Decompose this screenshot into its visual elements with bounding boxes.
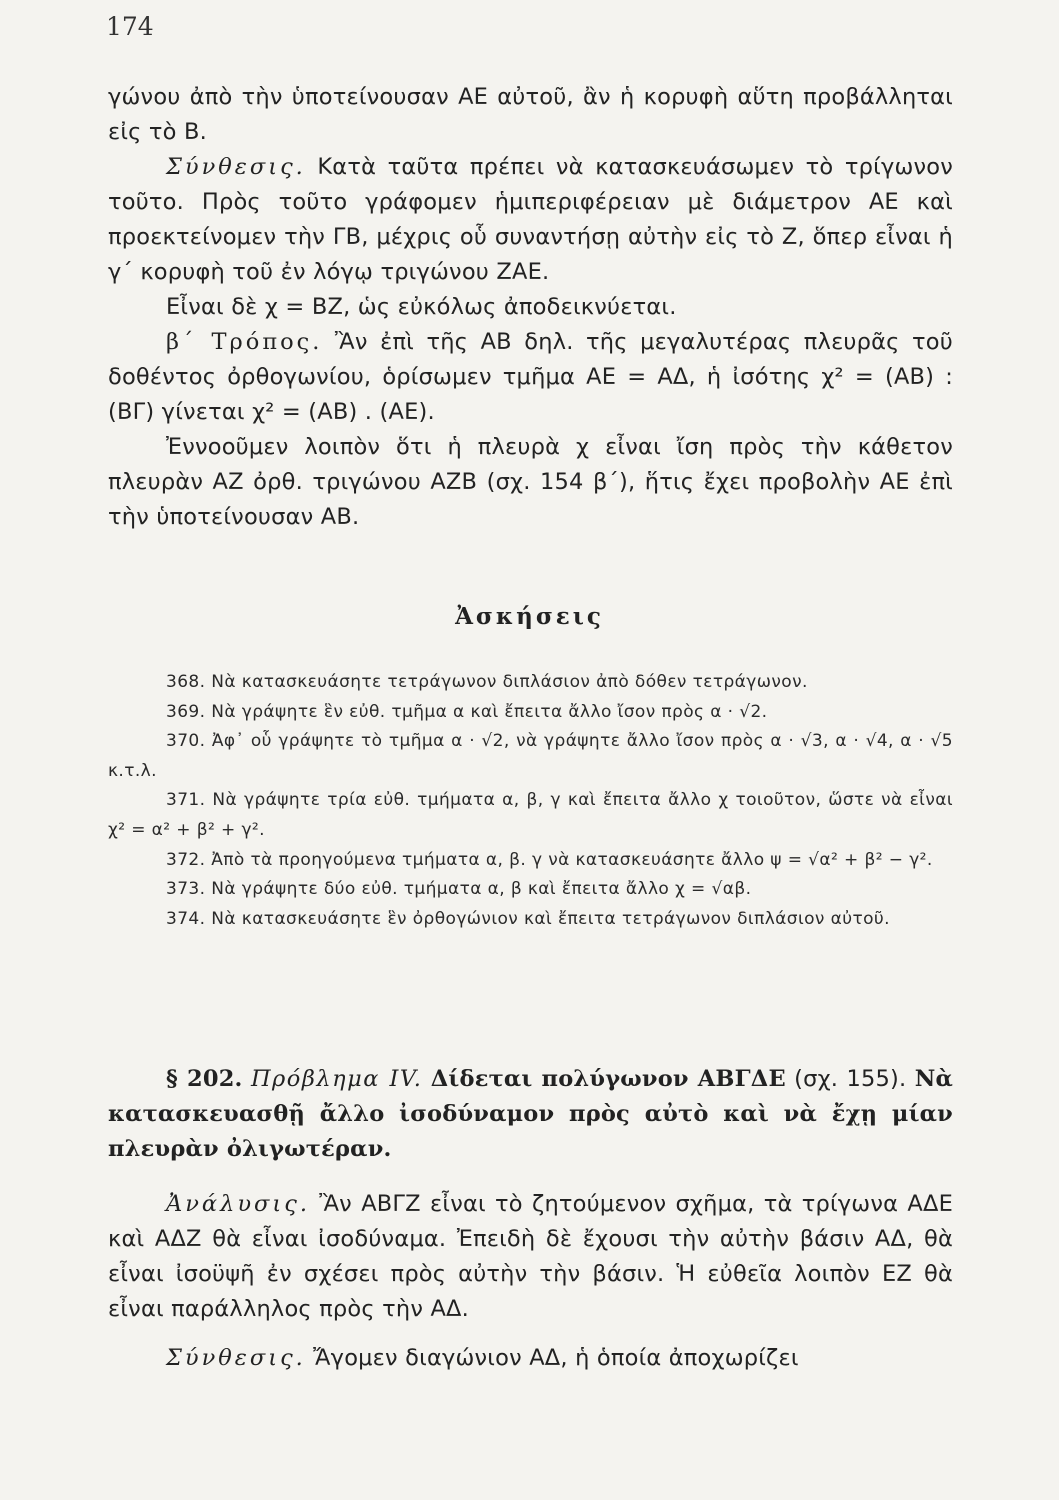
exercises-list: [108, 668, 953, 934]
paragraph-continuation: γώνου ἀπὸ τὴν ὑποτείνουσαν ΑΕ αὐτοῦ, ἂν ἡ κορυφὴ αὕτη προβάλληται εἰς τὸ Β.: [108, 84, 953, 145]
synthesis2-label: Σύνθεσις.: [166, 1345, 306, 1371]
exercise-item: 370. Ἀφ᾽ οὗ γράψητε τὸ τμῆμα α · √2, νὰ γράψητε ἄλλο ἴσον πρὸς α · √3, α · √4, α · √5 κ.τ.λ.: [108, 731, 953, 781]
paragraph-synthesis-2: [108, 1341, 953, 1376]
section-number: § 202.: [166, 1066, 243, 1092]
method2-text: Ἂν ἐπὶ τῆς ΑΒ δηλ. τῆς μεγαλυτέρας πλευρᾶς τοῦ δοθέντος ὀρθογωνίου, ὁρίσωμεν τμῆμα ΑΕ = ΑΔ, ἡ ἰσότης χ² = (ΑΒ) : (ΒΓ) γίνεται χ² = (ΑΒ) . (ΑΕ).: [108, 329, 953, 425]
exercise-item: 371. Νὰ γράψητε τρία εὐθ. τμήματα α, β, γ καὶ ἔπειτα ἄλλο χ τοιοῦτον, ὥστε νὰ εἶναι χ² = α² + β² + γ².: [108, 790, 953, 840]
section-heading: [108, 1062, 953, 1167]
paragraph-synthesis: [108, 150, 953, 290]
exercise-item: 369. Νὰ γράψητε ἓν εὐθ. τμῆμα α καὶ ἔπειτα ἄλλο ἴσον πρὸς α · √2.: [166, 701, 768, 722]
synthesis2-text: Ἄγομεν διαγώνιον ΑΔ, ἡ ὁποία ἀποχωρίζει: [305, 1345, 799, 1371]
paragraph-analysis: [108, 1187, 953, 1327]
paragraph-bz: Εἶναι δὲ χ = ΒΖ, ὡς εὐκόλως ἀποδεικνύεται.: [166, 294, 677, 320]
main-text: [108, 80, 953, 535]
section-label: Πρόβλημα IV.: [250, 1066, 423, 1092]
synthesis-label: Σύνθεσις.: [166, 154, 306, 180]
page-number: 174: [106, 12, 154, 41]
exercise-item: 374. Νὰ κατασκευάσητε ἓν ὀρθογώνιον καὶ ἔπειτα τετράγωνον διπλάσιον αὐτοῦ.: [166, 908, 890, 929]
exercise-item: 373. Νὰ γράψητε δύο εὐθ. τμήματα α, β καὶ ἔπειτα ἄλλο χ = √αβ.: [166, 879, 752, 900]
exercises-heading: Ἀσκήσεις: [455, 603, 604, 630]
exercise-item: 372. Ἀπὸ τὰ προηγούμενα τμήματα α, β. γ νὰ κατασκευάσητε ἄλλο ψ = √α² + β² − γ².: [166, 849, 933, 870]
method2-label: β΄ Τρόπος.: [166, 329, 323, 355]
paragraph-method2: [108, 325, 953, 430]
analysis-label: Ἀνάλυσις.: [166, 1191, 310, 1217]
section-ref: (σχ. 155).: [785, 1066, 915, 1092]
section-202: [108, 1062, 953, 1376]
section-given: Δίδεται πολύγωνον ΑΒΓΔΕ: [430, 1066, 786, 1092]
analysis-text: Ἂν ΑΒΓΖ εἶναι τὸ ζητούμενον σχῆμα, τὰ τρίγωνα ΑΔΕ καὶ ΑΔΖ θὰ εἶναι ἰσοδύναμα. Ἐπειδὴ δὲ ἔχουσι τὴν αὐτὴν βάσιν ΑΔ, θὰ εἶναι ἰσοϋψῆ ἐν σχέσει πρὸς αὐτὴν τὴν βάσιν. Ἡ εὐθεῖα λοιπὸν ΕΖ θὰ εἶναι παράλληλος πρὸς τὴν ΑΔ.: [108, 1191, 953, 1322]
synthesis-text: Κατὰ ταῦτα πρέπει νὰ κατασκευάσωμεν τὸ τρίγωνον τοῦτο. Πρὸς τοῦτο γράφομεν ἡμιπεριφέρειαν μὲ διάμετρον ΑΕ καὶ προεκτείνομεν τὴν ΓΒ, μέχρις οὗ συναντήσῃ αὐτὴν εἰς τὸ Ζ, ὅπερ εἶναι ἡ γ΄ κορυφὴ τοῦ ἐν λόγῳ τριγώνου ΖΑΕ.: [108, 154, 953, 285]
section-task: Νὰ κατασκευασθῇ ἄλλο ἰσοδύναμον πρὸς αὐτὸ καὶ νὰ ἔχῃ μίαν πλευρὰν ὀλιγωτέραν.: [108, 1066, 953, 1162]
paragraph-conclusion: Ἐννοοῦμεν λοιπὸν ὅτι ἡ πλευρὰ χ εἶναι ἴση πρὸς τὴν κάθετον πλευρὰν ΑΖ ὀρθ. τριγώνου ΑΖΒ (σχ. 154 β΄), ἥτις ἔχει προβολὴν ΑΕ ἐπὶ τὴν ὑποτείνουσαν ΑΒ.: [108, 434, 953, 530]
exercise-item: 368. Νὰ κατασκευάσητε τετράγωνον διπλάσιον ἀπὸ δόθεν τετράγωνον.: [166, 672, 808, 692]
